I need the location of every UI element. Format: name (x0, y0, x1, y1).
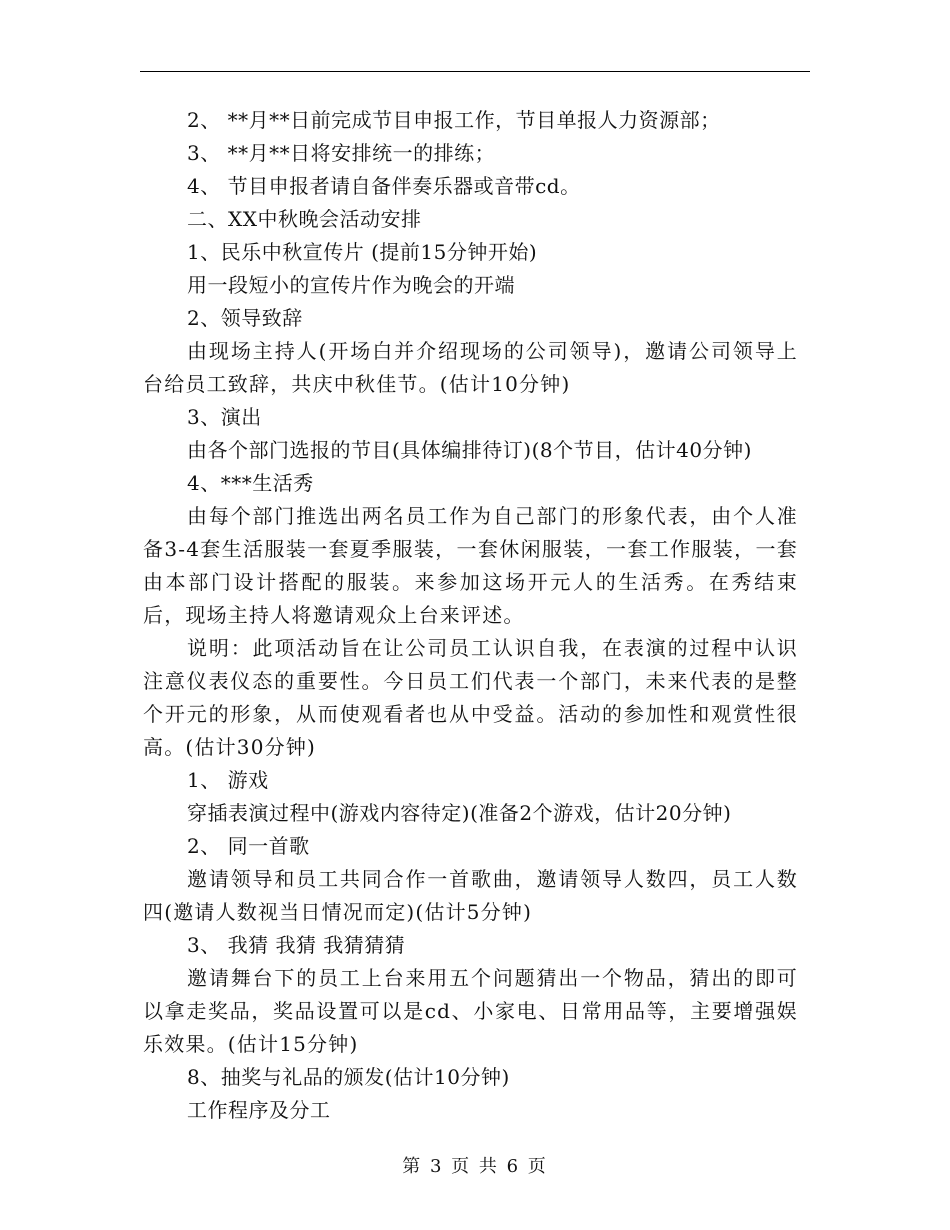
section-heading: 二、XX中秋晚会活动安排 (187, 207, 422, 231)
text-line: 2、 **月**日前完成节目申报工作，节目单报人力资源部； (187, 108, 721, 132)
text-line: 由各个部门选报的节目(具体编排待订)(8个节目，估计40分钟) (187, 438, 752, 462)
page-number: 第 3 页 共 6 页 (402, 1156, 548, 1177)
text-line: 用一段短小的宣传片作为晚会的开端 (187, 273, 515, 297)
paragraph: 说明：此项活动旨在让公司员工认识自我，在表演的过程中认识注意仪表仪态的重要性。今日员工们代表一个部门，未来代表的是整个开元的形象，从而使观看者也从中受益。活动的参加性和观赏性很高。(估计30分钟) (143, 636, 798, 759)
paragraph: 由现场主持人(开场白并介绍现场的公司领导)，邀请公司领导上台给员工致辞，共庆中秋佳节。(估计10分钟) (143, 339, 798, 396)
text-line: 工作程序及分工 (187, 1098, 331, 1122)
text-line: 3、 **月**日将安排统一的排练； (187, 141, 496, 165)
paragraph: 邀请领导和员工共同合作一首歌曲，邀请领导人数四，员工人数四(邀请人数视当日情况而定)(估计5分钟) (143, 867, 798, 924)
text-line: 4、 节目申报者请自备伴奏乐器或音带cd。 (187, 174, 581, 198)
text-line: 1、 游戏 (187, 768, 269, 792)
text-line: 2、 同一首歌 (187, 834, 310, 858)
text-line: 3、 我猜 我猜 我猜猜猜 (187, 933, 406, 957)
text-line: 8、抽奖与礼品的颁发(估计10分钟) (187, 1065, 510, 1089)
document-body (143, 104, 798, 1127)
paragraph: 由每个部门推选出两名员工作为自己部门的形象代表，由个人准备3-4套生活服装一套夏季服装，一套休闲服装，一套工作服装，一套由本部门设计搭配的服装。来参加这场开元人的生活秀。在秀结束后，现场主持人将邀请观众上台来评述。 (143, 504, 798, 627)
text-line: 穿插表演过程中(游戏内容待定)(准备2个游戏，估计20分钟) (187, 801, 732, 825)
text-line: 3、演出 (187, 405, 262, 429)
text-line: 4、***生活秀 (187, 471, 314, 495)
text-line: 2、领导致辞 (187, 306, 303, 330)
paragraph: 邀请舞台下的员工上台来用五个问题猜出一个物品，猜出的即可以拿走奖品，奖品设置可以是cd、小家电、日常用品等，主要增强娱乐效果。(估计15分钟) (143, 966, 798, 1056)
header-rule (140, 71, 810, 72)
text-line: 1、民乐中秋宣传片 (提前15分钟开始) (187, 240, 538, 264)
